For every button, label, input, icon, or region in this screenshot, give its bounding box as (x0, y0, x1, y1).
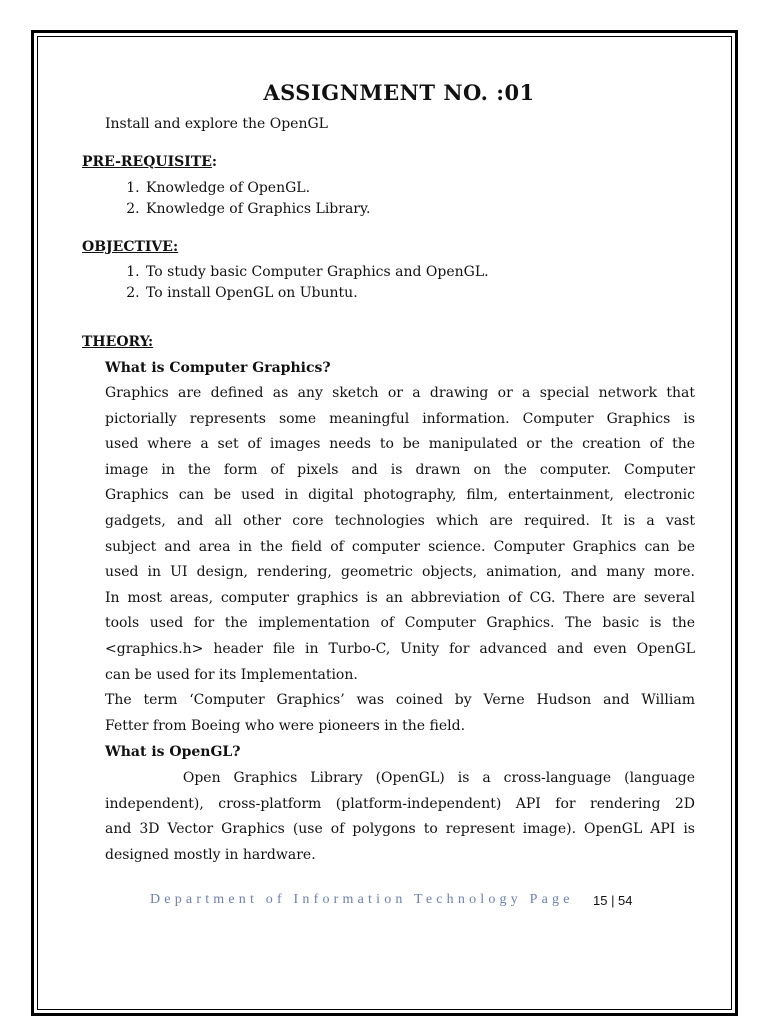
paragraph-line: Fetter from Boeing who were pioneers in the field. (105, 717, 466, 734)
opengl-paragraph (105, 766, 695, 868)
paragraph-line: subject and area in the field of computer science. Computer Graphics can be (105, 538, 695, 555)
list-item: 2. Knowledge of Graphics Library. (144, 199, 371, 220)
paragraph-line: can be used for its Implementation. (105, 666, 358, 683)
prerequisite-list (104, 178, 371, 220)
footer-department: Department of Information Technology Page (150, 892, 574, 907)
paragraph-line: In most areas, computer graphics is an abbreviation of CG. There are several (105, 589, 695, 606)
prerequisite-heading (82, 154, 217, 170)
paragraph-line: pictorially represents some meaningful information. Computer Graphics is (105, 410, 695, 427)
paragraph-line: and 3D Vector Graphics (use of polygons to represent image). OpenGL API is (105, 821, 695, 838)
list-item: 1. To study basic Computer Graphics and OpenGL. (144, 262, 489, 283)
paragraph-line: tools used for the implementation of Computer Graphics. The basic is the (105, 615, 695, 632)
paragraph-line: gadgets, and all other core technologies which are required. It is a vast (105, 512, 695, 529)
paragraph-line: independent), cross-platform (platform-independent) API for rendering 2D (105, 795, 695, 812)
paragraph-line: Graphics are defined as any sketch or a drawing or a special network that (105, 385, 695, 401)
paragraph-line: <graphics.h> header file in Turbo-C, Unity for advanced and even OpenGL (105, 640, 695, 657)
objective-heading-text: OBJECTIVE: (82, 239, 179, 255)
list-item: 1. Knowledge of OpenGL. (144, 178, 371, 199)
opengl-question: What is OpenGL? (105, 744, 241, 760)
paragraph-line: Open Graphics Library (OpenGL) is a cross-language (language (105, 770, 695, 786)
page-number: 15 | 54 (593, 893, 633, 908)
assignment-aim: Install and explore the OpenGL (105, 116, 328, 132)
prerequisite-heading-text: PRE-REQUISITE (82, 154, 212, 170)
list-item: 2. To install OpenGL on Ubuntu. (144, 283, 489, 304)
paragraph-line: used in UI design, rendering, geometric objects, animation, and many more. (105, 564, 695, 581)
objective-list (104, 262, 489, 304)
paragraph-line: The term ‘Computer Graphics’ was coined by Verne Hudson and William (105, 692, 695, 709)
computer-graphics-question: What is Computer Graphics? (105, 360, 331, 376)
paragraph-line: used where a set of images needs to be manipulated or the creation of the (105, 436, 695, 453)
paragraph-line: image in the form of pixels and is drawn on the computer. Computer (105, 461, 695, 478)
theory-heading (82, 334, 153, 350)
theory-heading-text: THEORY: (82, 334, 154, 350)
computer-graphics-paragraph (105, 381, 695, 739)
assignment-title: ASSIGNMENT NO. :01 (263, 80, 535, 105)
paragraph-line: Graphics can be used in digital photography, film, entertainment, electronic (105, 487, 695, 504)
objective-heading (82, 239, 178, 255)
paragraph-line: designed mostly in hardware. (105, 846, 316, 863)
prerequisite-colon: : (211, 154, 218, 170)
